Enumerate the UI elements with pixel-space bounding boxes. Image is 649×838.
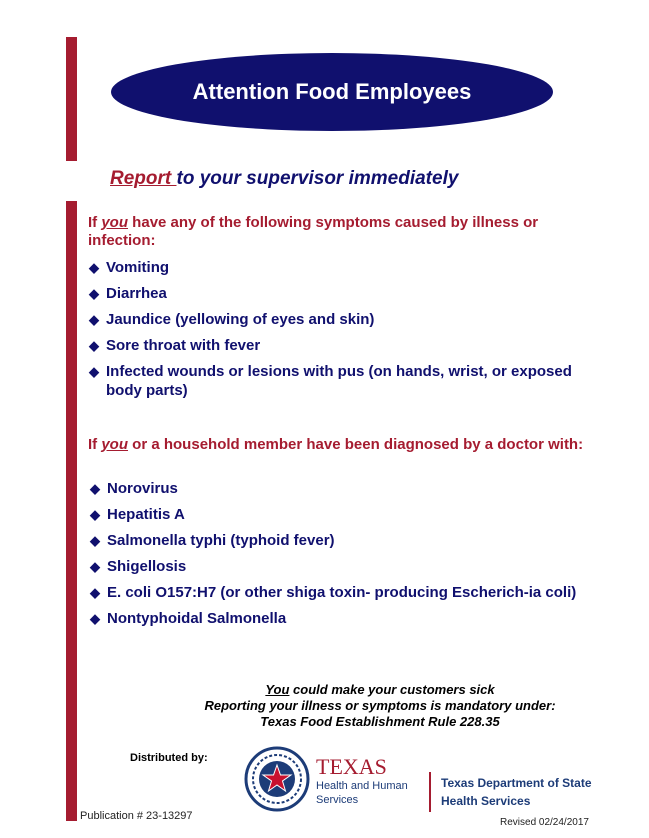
list-item (90, 557, 610, 576)
revised-date: Revised 02/24/2017 (500, 817, 589, 828)
list-item-text: Vomiting (106, 259, 170, 276)
report-rest: to your supervisor immediately (176, 168, 459, 189)
list-item (89, 258, 609, 277)
hhs-line2: Services (316, 794, 359, 806)
page-title: Attention Food Employees (192, 79, 472, 104)
you-footer: You (265, 682, 290, 697)
list-item (89, 284, 609, 303)
diamond-bullet-icon: ◆ (90, 533, 100, 548)
texas-wordmark: TEXAS (316, 754, 387, 779)
report-line (110, 168, 458, 190)
list-item-text: Hepatitis A (107, 506, 185, 523)
list-item-text: Norovirus (107, 480, 178, 497)
list-item-text: Shigellosis (107, 558, 187, 575)
diamond-bullet-icon: ◆ (89, 286, 99, 301)
diamond-bullet-icon: ◆ (90, 611, 100, 626)
list-item-text: Sore throat with fever (106, 337, 261, 354)
list-item (89, 362, 609, 400)
report-word: Report (110, 168, 177, 189)
list-item (90, 609, 610, 628)
diamond-bullet-icon: ◆ (89, 260, 99, 275)
diamond-bullet-icon: ◆ (89, 312, 99, 327)
list-item (90, 505, 610, 524)
diagnoses-list (90, 479, 610, 635)
list-item (89, 336, 609, 355)
diamond-bullet-icon: ◆ (90, 559, 100, 574)
list-item-text: E. coli O157:H7 (or other shiga toxin- producing Escherich-ia coli) (107, 584, 577, 601)
distributed-by-label: Distributed by: (130, 752, 208, 764)
diagnosis-heading: If you or a household member have been diagnosed by a doctor with: (88, 436, 584, 453)
list-item (90, 583, 610, 602)
diamond-bullet-icon: ◆ (89, 338, 99, 353)
top-accent-bar (66, 37, 77, 161)
texas-star-seal-icon (244, 746, 310, 812)
you-emphasis: you (101, 214, 129, 231)
list-item-text: Infected wounds or lesions with pus (on hands, wrist, or exposed body parts) (106, 363, 572, 399)
symptoms-heading: If you have any of the following symptoms caused by illness or infection: (88, 214, 539, 249)
texas-hhs-logo (244, 744, 624, 816)
list-item-text: Salmonella typhi (typhoid fever) (107, 532, 335, 549)
list-item-text: Nontyphoidal Salmonella (107, 610, 287, 627)
list-item-text: Jaundice (yellowing of eyes and skin) (106, 311, 375, 328)
list-item-text: Diarrhea (106, 285, 167, 302)
side-accent-bar (66, 201, 77, 821)
logo-divider (429, 772, 431, 812)
diamond-bullet-icon: ◆ (90, 507, 100, 522)
diamond-bullet-icon: ◆ (89, 364, 99, 379)
dshs-line2: Health Services (441, 794, 531, 808)
list-item (90, 479, 610, 498)
publication-number: Publication # 23-13297 (80, 810, 193, 822)
list-item (90, 531, 610, 550)
hhs-line1: Health and Human (316, 780, 408, 792)
symptoms-list (89, 258, 609, 407)
diamond-bullet-icon: ◆ (90, 585, 100, 600)
mandatory-notice: You could make your customers sick Reporting your illness or symptoms is mandatory under: Texas Food Establishment Rule 228.35 (204, 682, 556, 729)
dshs-line1: Texas Department of State (441, 776, 592, 790)
you-emphasis: you (101, 436, 129, 453)
diamond-bullet-icon: ◆ (90, 481, 100, 496)
list-item (89, 310, 609, 329)
